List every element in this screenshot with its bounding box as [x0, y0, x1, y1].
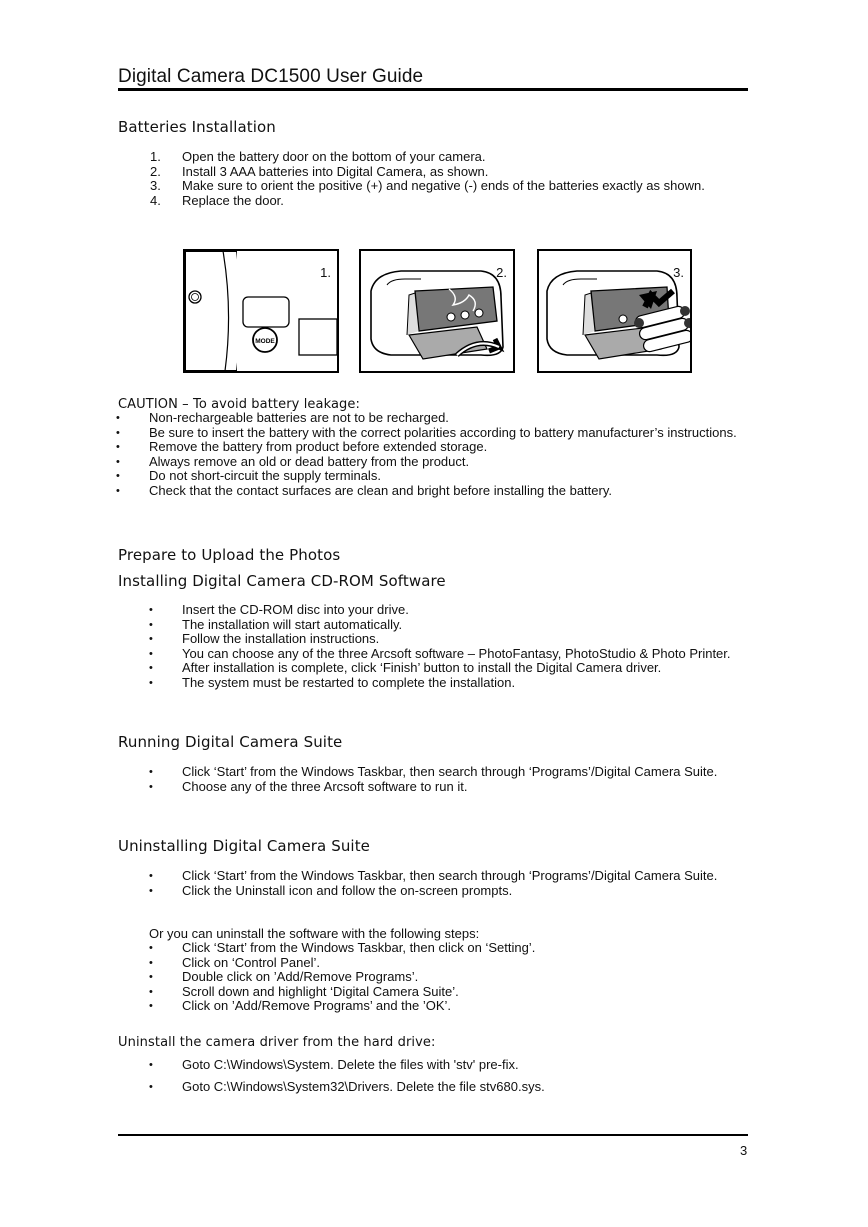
list-item: • After installation is complete, click ‘Finish’ button to install the Digital Camera driver. [149, 660, 662, 676]
list-item: • Do not short-circuit the supply terminals. [116, 468, 381, 484]
list-item: • Choose any of the three Arcsoft software to run it. [149, 778, 468, 794]
insert-batteries-illustration [539, 251, 690, 371]
list-item: • The installation will start automatically. [149, 616, 403, 632]
install-software-list [149, 603, 748, 691]
running-list [149, 765, 748, 794]
list-item: • Non-rechargeable batteries are not to be recharged. [116, 410, 449, 425]
figure-label: 1. [320, 265, 331, 280]
uninstalling-heading: Uninstalling Digital Camera Suite [118, 837, 371, 855]
list-item: • Click on ’Add/Remove Programs’ and the ’OK’. [149, 998, 452, 1014]
list-item: • Click the Uninstall icon and follow the on-screen prompts. [149, 882, 513, 898]
list-item: • Always remove an old or dead battery from the product. [116, 453, 470, 469]
figure-step-3 [537, 249, 692, 373]
list-item: • Click ‘Start’ from the Windows Taskbar, then click on ‘Setting’. [149, 940, 536, 955]
list-item: • Insert the CD-ROM disc into your drive. [149, 602, 409, 617]
list-item: • Goto C:\Windows\System32\Drivers. Delete the file stv680.sys. [149, 1078, 545, 1094]
list-item: 2. Install 3 AAA batteries into Digital Camera, as shown. [150, 163, 489, 179]
figure-label: 3. [673, 265, 684, 280]
batteries-heading: Batteries Installation [118, 118, 276, 136]
list-item: 1. Open the battery door on the bottom of your camera. [150, 149, 486, 164]
list-item: • Check that the contact surfaces are clean and bright before installing the battery. [116, 482, 612, 498]
running-heading: Running Digital Camera Suite [118, 733, 343, 751]
driver-heading: Uninstall the camera driver from the hard drive: [118, 1035, 436, 1050]
list-item: • The system must be restarted to complete the installation. [149, 674, 516, 690]
list-item: • Double click on ’Add/Remove Programs’. [149, 969, 419, 985]
uninstall-alt-intro: Or you can uninstall the software with the following steps: [149, 926, 480, 941]
list-item: • Be sure to insert the battery with the correct polarities according to battery manufacturer’s instructions. [116, 424, 737, 440]
caution-list [116, 411, 748, 499]
figure-label: 2. [496, 265, 507, 280]
figure-step-2 [359, 249, 515, 373]
driver-list [149, 1058, 748, 1094]
page-number: 3 [740, 1143, 748, 1158]
figure-step-1 [183, 249, 339, 373]
list-item: 3. Make sure to orient the positive (+) and negative (-) ends of the batteries exactly as shown. [150, 178, 705, 194]
mode-button-label: MODE [255, 338, 275, 345]
list-item: • Click ‘Start’ from the Windows Taskbar, then search through ‘Programs’/Digital Camera Suite. [149, 868, 718, 883]
list-item: • Follow the installation instructions. [149, 631, 380, 647]
uninstalling-list [149, 869, 748, 898]
prepare-heading: Prepare to Upload the Photos [118, 546, 341, 564]
batteries-steps [118, 150, 748, 208]
uninstall-alt-list [149, 941, 748, 1014]
list-item: • Click ‘Start’ from the Windows Taskbar, then search through ‘Programs’/Digital Camera Suite. [149, 764, 718, 779]
open-battery-door-illustration [361, 251, 513, 371]
header-title: Digital Camera DC1500 User Guide [118, 66, 424, 87]
list-item: • You can choose any of the three Arcsoft software – PhotoFantasy, PhotoStudio & Photo Printer. [149, 645, 731, 661]
list-item: 4. Replace the door. [150, 192, 284, 208]
header-rule [118, 88, 748, 91]
list-item: • Scroll down and highlight ‘Digital Camera Suite’. [149, 983, 459, 999]
footer-rule [118, 1134, 748, 1136]
install-software-heading: Installing Digital Camera CD-ROM Software [118, 572, 446, 590]
list-item: • Goto C:\Windows\System. Delete the files with 'stv' pre-fix. [149, 1057, 519, 1072]
list-item: • Click on ‘Control Panel’. [149, 954, 321, 970]
list-item: • Remove the battery from product before extended storage. [116, 439, 488, 455]
caution-heading: CAUTION – To avoid battery leakage: [118, 397, 360, 412]
camera-bottom-illustration [185, 251, 337, 371]
